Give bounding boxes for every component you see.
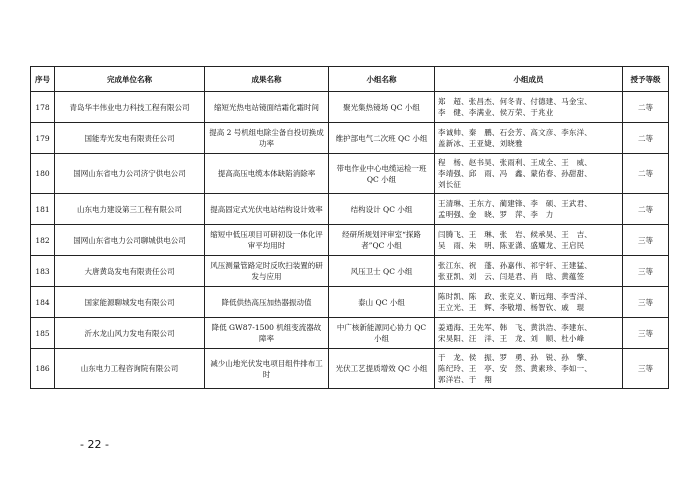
table-row [31,92,669,123]
cell-unit: 大唐黄岛发电有限责任公司 [55,256,205,287]
table-row [31,349,669,389]
cell-group: 泰山 QC 小组 [329,287,435,318]
cell-grade: 三等 [623,225,669,256]
member-line: 于 龙、侯 振、罗 勇、孙 锐、孙 擎、 [438,353,592,362]
cell-title: 缩短中低压项目可研初设一体化评审平均用时 [205,225,329,256]
table-row [31,256,669,287]
cell-members [435,154,623,194]
cell-title: 提高固定式光伏电站结构设计效率 [205,194,329,225]
cell-unit: 沂水龙山风力发电有限公司 [55,318,205,349]
cell-members [435,256,623,287]
member-line: 陈纪玲、王 亭、安 然、黄素珍、李如一、 [438,364,592,373]
cell-members [435,349,623,389]
cell-grade: 三等 [623,287,669,318]
member-line: 张亚凯、刘 云、闫是君、肖 晗、黄蕴签 [438,272,585,281]
header-no: 序号 [31,67,55,92]
cell-title: 降低供热高压加热器振动值 [205,287,329,318]
cell-no: 178 [31,92,55,123]
cell-members [435,318,623,349]
cell-unit: 国网山东省电力公司聊城供电公司 [55,225,205,256]
member-line: 郑 超、张昌杰、何冬青、付德建、马金宝、 [438,97,592,106]
cell-unit: 国能寿光发电有限责任公司 [55,123,205,154]
cell-group: 维护部电气二次班 QC 小组 [329,123,435,154]
page-number: - 22 - [80,438,109,451]
cell-grade: 三等 [623,256,669,287]
cell-title: 提高 2 号机组电除尘备自投切换成功率 [205,123,329,154]
cell-no: 184 [31,287,55,318]
header-members: 小组成员 [435,67,623,92]
member-line: 王立光、王 辉、李敬增、杨智钦、戚 琨 [438,303,585,312]
cell-group: 带电作业中心电缆运检一班 QC 小组 [329,154,435,194]
cell-no: 179 [31,123,55,154]
cell-members [435,287,623,318]
cell-no: 182 [31,225,55,256]
cell-grade: 二等 [623,92,669,123]
member-line: 李靖强、邱 雨、冯 鑫、蒙佑春、孙甜甜、 [438,169,592,178]
cell-no: 183 [31,256,55,287]
cell-group: 聚光集热镜场 QC 小组 [329,92,435,123]
header-group: 小组名称 [329,67,435,92]
awards-table [30,66,669,389]
member-line: 张江东、祝 蓬、孙嘉伟、祁宇轩、王建猛、 [438,261,592,270]
table-row [31,123,669,154]
member-line: 孟明强、金 晓、罗 萍、李 力 [438,210,554,219]
table-row [31,287,669,318]
cell-grade: 二等 [623,194,669,225]
cell-no: 181 [31,194,55,225]
cell-grade: 三等 [623,349,669,389]
member-line: 陈时凯、陈 政、张克义、靳远翔、李雪洋、 [438,292,592,301]
member-line: 刘长征 [438,180,462,189]
table-row [31,225,669,256]
cell-group: 光伏工艺提质增效 QC 小组 [329,349,435,389]
cell-title: 风压测量管路定时反吹扫装置的研发与应用 [205,256,329,287]
cell-members [435,225,623,256]
member-line: 盖新冰、王亚婕、刘晓雅 [438,139,523,148]
header-grade: 授予等级 [623,67,669,92]
cell-title: 减少山地光伏发电项目组件排布工时 [205,349,329,389]
cell-unit: 国家能源聊城发电有限公司 [55,287,205,318]
cell-members [435,92,623,123]
member-line: 王清琳、王东方、蔺建锋、李 硕、王武君、 [438,199,592,208]
cell-unit: 山东电力工程咨询院有限公司 [55,349,205,389]
cell-group: 中广核新能源同心协力 QC 小组 [329,318,435,349]
member-line: 郭洋岩、于 翔 [438,375,492,384]
table-row [31,194,669,225]
cell-members [435,194,623,225]
cell-title: 降低 GW87-1500 机组变流器故障率 [205,318,329,349]
cell-members [435,123,623,154]
member-line: 宋昊阳、汪 洋、王 龙、刘 顺、杜小峰 [438,334,585,343]
member-line: 闫腾飞、王 琳、张 岩、候承昊、王 吉、 [438,230,592,239]
cell-unit: 山东电力建设第三工程有限公司 [55,194,205,225]
cell-unit: 国网山东省电力公司济宁供电公司 [55,154,205,194]
header-row [31,67,669,92]
table-row [31,154,669,194]
member-line: 姜通海、王先军、韩 飞、黄洪浩、李建东、 [438,323,592,332]
cell-grade: 三等 [623,318,669,349]
cell-no: 185 [31,318,55,349]
cell-grade: 二等 [623,154,669,194]
member-line: 程 杨、赵书昊、张雨利、王成全、王 威、 [438,158,592,167]
table-row [31,318,669,349]
table-body [31,92,669,389]
cell-group: 结构设计 QC 小组 [329,194,435,225]
cell-no: 186 [31,349,55,389]
header-unit: 完成单位名称 [55,67,205,92]
member-line: 李诚帅、秦 鹏、石会芳、高文彦、李东洋、 [438,128,592,137]
header-title: 成果名称 [205,67,329,92]
cell-grade: 二等 [623,123,669,154]
cell-unit: 青岛华丰伟业电力科技工程有限公司 [55,92,205,123]
cell-title: 缩短光热电站镜面结霜化霜时间 [205,92,329,123]
member-line: 李 健、李满业、侯万荣、于兆业 [438,108,554,117]
cell-no: 180 [31,154,55,194]
cell-group: 风压卫士 QC 小组 [329,256,435,287]
cell-title: 提高高压电缆本体缺陷消除率 [205,154,329,194]
cell-group: 经研所规划评审室“探路者”QC 小组 [329,225,435,256]
member-line: 吴 雨、朱 明、陈亚潇、盛耀龙、王启民 [438,241,585,250]
